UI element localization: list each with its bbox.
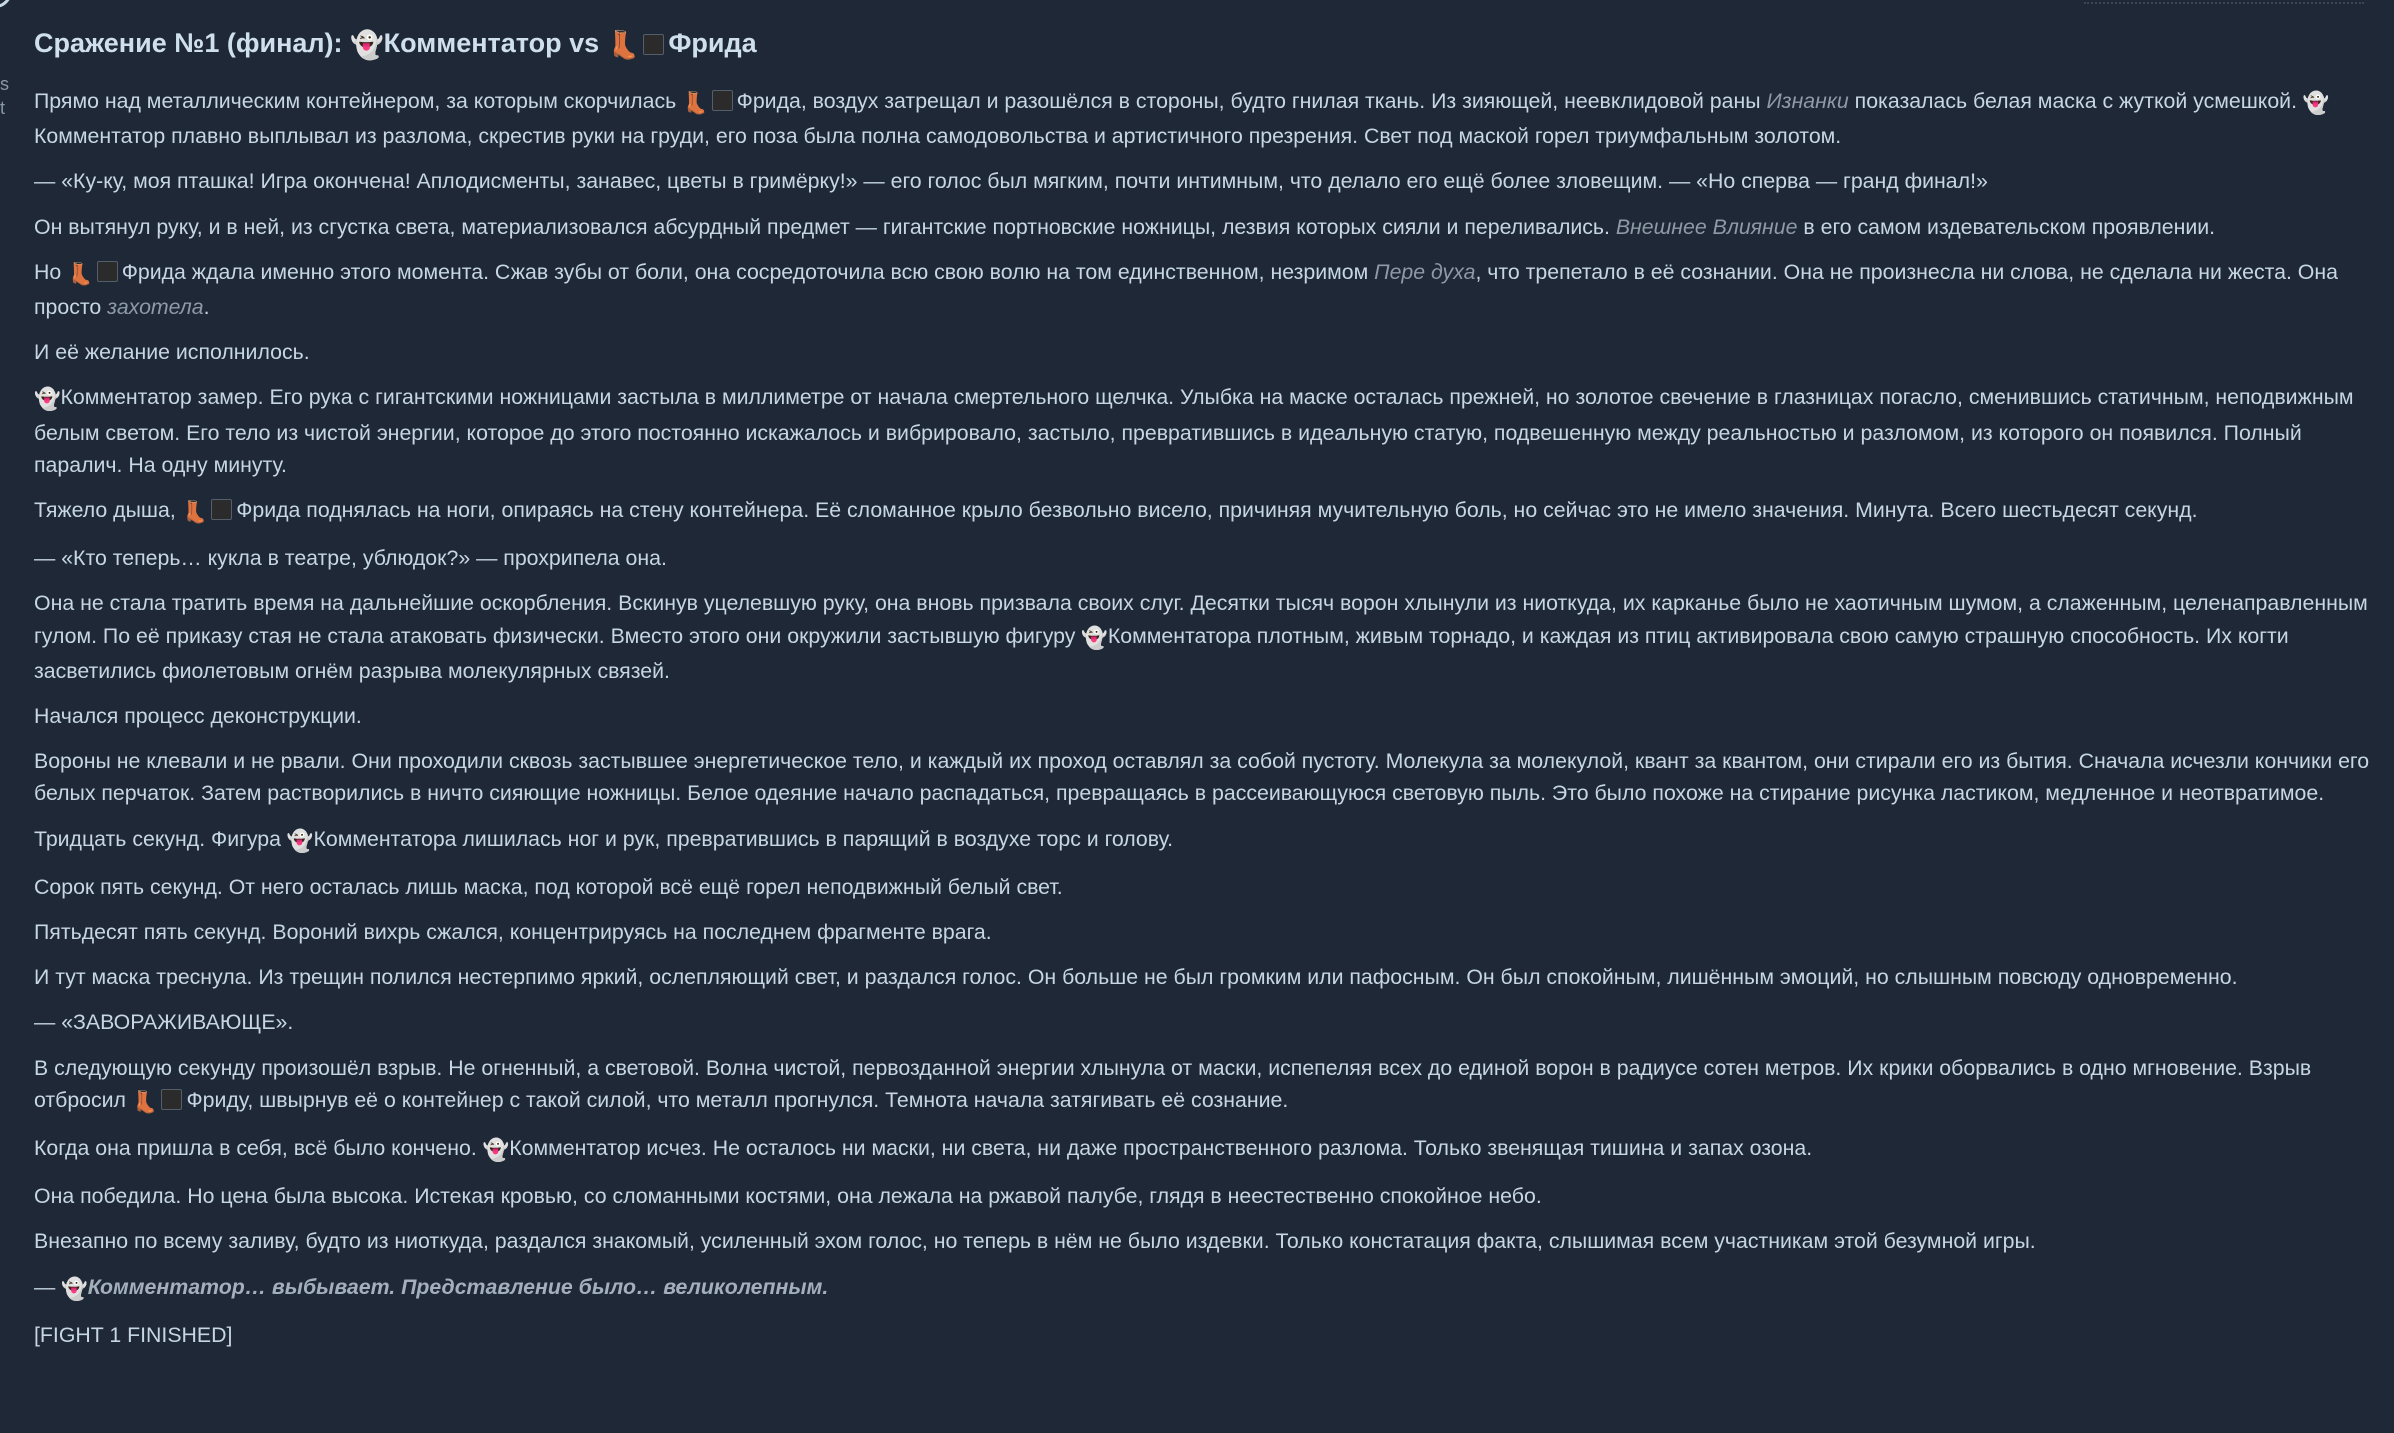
text: замер. Его рука с гигантскими ножницами застыла в миллиметре от начала смертельного щелчка. Улыбка на маске осталась прежней, но золотое свечение в глазницах погасло, сменившись статичным, неподвижным белым светом. Его тело из чистой энергии, которое до этого постоянно искажалось и вибрировало, застыло, превратившись в идеальную статую, подвешенную между реальностью и разломом, из которого он появился. Полный паралич. На одну минуту. [34, 385, 2354, 477]
commentator-name: Комментатор [34, 124, 166, 149]
ghost-icon: 👻 [482, 1138, 510, 1164]
paragraph-1 [34, 85, 2374, 152]
frida-name: Фрида [236, 498, 301, 523]
text: Но [34, 259, 68, 284]
text: поднялась на ноги, опираясь на стену контейнера. Её сломанное крыло безвольно висело, причиняя мучительную боль, но сейчас это не имело значения. Минута. Всего шестьдесят секунд. [300, 498, 2198, 523]
paragraph-8: — «Кто теперь… кукла в театре, ублюдок?» — прохрипела она. [34, 546, 667, 571]
dash: — [34, 1274, 62, 1299]
paragraph-20: Внезапно по всему заливу, будто из ниоткуда, раздался знакомый, усиленный эхом голос, но теперь в нём не было издевки. Только констатация факта, слышимая всем участникам этой безумной игры. [34, 1229, 2036, 1254]
paragraph-11: Вороны не клевали и не рвали. Они проходили сквозь застывшее энергетическое тело, и каждый их проход оставлял за собой пустоту. Молекула за молекулой, квант за квантом, они стирали его из бытия. Сначала исчезли кончики его белых перчаток. Затем растворились в ничто сияющие ножницы. Белое одеяние начало распадаться, превращаясь в рассеивающуюся световую пыль. Это было похоже на стирание рисунка ластиком, медленное и неотвратимое. [34, 749, 2370, 806]
title-vs: vs [561, 28, 607, 58]
commentator-name: Комментатор [509, 1136, 641, 1161]
avatar-edge[interactable] [0, 0, 12, 8]
text: , швырнув её о контейнер с такой силой, что металл прогнулся. Темнота начала затягивать её сознание. [247, 1087, 1289, 1112]
text: лишилась ног и рук, превратившись в парящий в воздухе торс и голову. [456, 826, 1174, 851]
text: Тридцать секунд. Фигура [34, 826, 287, 851]
text: плавно выплывал из разлома, скрестив руки на груди, его поза была полна самодовольства и артистичного презрения. Свет под маской горел триумфальным золотом. [165, 124, 1842, 149]
paragraph-5: И её желание исполнилось. [34, 340, 310, 365]
text: , что трепетало в её сознании. Она не произнесла ни слова, не сделала ни жеста. Она просто [34, 259, 2338, 320]
black-square-icon [643, 34, 664, 55]
paragraph-12 [34, 823, 2374, 858]
red-boot-icon: 👢 [682, 91, 709, 116]
text: Он вытянул руку, и в ней, из сгустка света, материализовался абсурдный предмет — гигантские портновские ножницы, лезвия которых сияли и переливались. [34, 214, 1616, 239]
paragraph-15: И тут маска треснула. Из трещин полился нестерпимо яркий, ослепляющий свет, и раздался голос. Он больше не был громким или пафосным. Он был спокойным, лишённым эмоций, но слышным повсюду одновременно. [34, 965, 2238, 990]
paragraph-2: — «Ку-ку, моя пташка! Игра окончена! Аплодисменты, занавес, цветы в гримёрку!» — его голос был мягким, почти интимным, что делало его ещё более зловещим. — «Но сперва — гранд финал!» [34, 169, 1988, 194]
ghost-icon: 👻 [2302, 91, 2330, 116]
title-commentator: Комментатор [383, 28, 562, 58]
italic-term: Внешнее Влияние [1615, 214, 1798, 239]
ghost-icon: 👻 [286, 828, 314, 854]
italic-term: Пере духа [1374, 259, 1476, 284]
paragraph-7 [34, 494, 2374, 529]
commentator-name: Комментатор [60, 385, 192, 410]
commentator-name: Комментатора [1107, 623, 1251, 648]
frida-name: Фриду [186, 1087, 248, 1112]
paragraph-17 [34, 1052, 2374, 1119]
paragraph-13: Сорок пять секунд. От него осталась лишь маска, под которой всё ещё горел неподвижный белый свет. [34, 874, 1063, 899]
black-square-icon [97, 261, 118, 282]
ghost-icon: 👻 [61, 1276, 88, 1302]
ghost-icon: 👻 [34, 387, 61, 413]
text: плотным, живым торнадо, и каждая из птиц активировала свою самую страшную способность. Их когти засветились фиолетовым огнём разрыва молекулярных связей. [34, 623, 2289, 683]
paragraph-18 [34, 1132, 2374, 1167]
paragraph-16: — «ЗАВОРАЖИВАЮЩЕ». [34, 1010, 294, 1035]
text: ждала именно этого момента. Сжав зубы от боли, она сосредоточила всю свою волю на том единственном, незримом [185, 259, 1375, 284]
text: исчез. Не осталось ни маски, ни света, ни даже пространственного разлома. Только звенящая тишина и запах озона. [640, 1136, 1813, 1161]
paragraph-19: Она победила. Но цена была высока. Истекая кровью, со сломанными костями, она лежала на ржавой палубе, глядя в неестественно спокойное небо. [34, 1184, 1542, 1209]
italic-term: Изнанки [1766, 89, 1849, 113]
frida-name: Фрида [121, 259, 186, 284]
paragraph-6 [34, 381, 2374, 481]
commentator-name: Комментатора [313, 826, 457, 851]
text: В следующую секунду произошёл взрыв. Не огненный, а световой. Волна чистой, первозданной энергии хлынула от маски, испепеляя всех до единой ворон в радиусе сотен метров. Их крики оборвались в одно мгновение. Взрыв отбросил [34, 1055, 2312, 1112]
italic-term: захотела [107, 295, 204, 320]
black-square-icon [712, 90, 733, 111]
black-square-icon [211, 499, 232, 520]
black-square-icon [161, 1089, 182, 1110]
text: Тяжело дыша, [34, 498, 182, 523]
text: Когда она пришла в себя, всё было кончено. [34, 1136, 483, 1161]
frida-name: Фрида [736, 89, 801, 113]
paragraph-4 [34, 256, 2374, 323]
ghost-icon: 👻 [1081, 625, 1108, 651]
left-edge-text: s t [0, 74, 9, 118]
red-boot-icon: 👢 [181, 500, 209, 526]
title-prefix: Сражение №1 (финал): [34, 28, 351, 58]
text: Она не стала тратить время на дальнейшие оскорбления. Вскинув уцелевшую руку, она вновь призвала своих слуг. Десятки тысяч ворон хлынули из ниоткуда, их карканье было не хаотичным шумом, а слаженным, целенаправленным гулом. По её приказу стая не стала атаковать физически. Вместо этого они окружили застывшую фигуру [34, 591, 2368, 648]
red-boot-icon: 👢 [606, 30, 641, 61]
red-boot-icon: 👢 [131, 1089, 159, 1115]
paragraph-21 [34, 1271, 2374, 1306]
text: , воздух затрещал и разошёлся в стороны, будто гнилая ткань. Из зияющей, неевклидовой раны [800, 89, 1767, 113]
text: Прямо над металлическим контейнером, за которым скорчилась [34, 89, 683, 113]
ghost-icon: 👻 [350, 30, 384, 61]
text: показалась белая маска с жуткой усмешкой. [1848, 89, 2303, 113]
paragraph-10: Начался процесс деконструкции. [34, 704, 362, 729]
paragraph-14: Пятьдесят пять секунд. Вороний вихрь сжался, концентрируясь на последнем фрагменте врага. [34, 920, 992, 945]
final-quote: Комментатор… выбывает. Представление было… великолепным. [87, 1274, 829, 1299]
top-right-toolbar-edge [2084, 0, 2364, 4]
paragraph-9 [34, 587, 2374, 687]
message-title [34, 24, 2374, 65]
chat-message [34, 24, 2374, 1364]
text: в его самом издевательском проявлении. [1797, 214, 2216, 239]
title-frida: Фрида [668, 28, 757, 58]
paragraph-22: [FIGHT 1 FINISHED] [34, 1322, 233, 1347]
red-boot-icon: 👢 [67, 261, 94, 287]
text: . [203, 295, 210, 320]
paragraph-3 [34, 211, 2374, 243]
